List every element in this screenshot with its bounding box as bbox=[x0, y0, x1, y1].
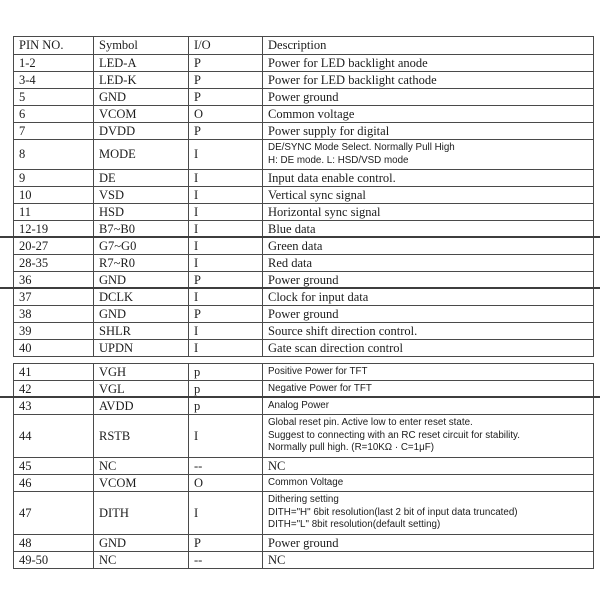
table-row bbox=[14, 238, 594, 255]
table-row bbox=[14, 272, 594, 289]
symbol-cell: VCOM bbox=[94, 475, 189, 492]
table-row bbox=[14, 204, 594, 221]
description-line: Dithering setting bbox=[268, 494, 339, 506]
description-cell bbox=[263, 323, 594, 340]
description-line: Clock for input data bbox=[268, 289, 369, 304]
io-cell: I bbox=[189, 140, 263, 170]
io-cell: I bbox=[189, 221, 263, 238]
symbol-cell: VSD bbox=[94, 187, 189, 204]
pin-cell: 28-35 bbox=[14, 255, 94, 272]
description-line: Green data bbox=[268, 238, 323, 253]
description-line: Normally pull high. (R=10KΩ · C=1μF) bbox=[268, 442, 434, 454]
description-line: NC bbox=[268, 458, 286, 473]
description-line: Global reset pin. Active low to enter reset state. bbox=[268, 417, 473, 429]
description-line: Common voltage bbox=[268, 106, 355, 121]
description-cell bbox=[263, 415, 594, 458]
description-line: Red data bbox=[268, 255, 313, 270]
pin-cell: 38 bbox=[14, 306, 94, 323]
pin-cell: 46 bbox=[14, 475, 94, 492]
description-cell bbox=[263, 381, 594, 398]
description-line: Suggest to connecting with an RC reset circuit for stability. bbox=[268, 429, 520, 441]
symbol-cell: DITH bbox=[94, 492, 189, 535]
description-cell bbox=[263, 89, 594, 106]
description-cell bbox=[263, 306, 594, 323]
io-cell: I bbox=[189, 323, 263, 340]
pin-cell: 43 bbox=[14, 398, 94, 415]
io-cell: I bbox=[189, 238, 263, 255]
table-row bbox=[14, 552, 594, 569]
symbol-cell: NC bbox=[94, 552, 189, 569]
io-cell: p bbox=[189, 364, 263, 381]
pin-cell: 42 bbox=[14, 381, 94, 398]
description-cell bbox=[263, 289, 594, 306]
symbol-cell: GND bbox=[94, 535, 189, 552]
symbol-cell: SHLR bbox=[94, 323, 189, 340]
description-line: Blue data bbox=[268, 221, 316, 236]
pin-cell: 12-19 bbox=[14, 221, 94, 238]
pin-cell: 37 bbox=[14, 289, 94, 306]
table-row bbox=[14, 221, 594, 238]
description-line: Power for LED backlight anode bbox=[268, 55, 428, 70]
description-cell bbox=[263, 72, 594, 89]
io-cell: P bbox=[189, 55, 263, 72]
io-cell: -- bbox=[189, 458, 263, 475]
io-cell: I bbox=[189, 255, 263, 272]
symbol-cell: DE bbox=[94, 170, 189, 187]
description-cell bbox=[263, 340, 594, 357]
description-cell bbox=[263, 55, 594, 72]
table-row bbox=[14, 381, 594, 398]
table-row bbox=[14, 340, 594, 357]
pin-cell: 10 bbox=[14, 187, 94, 204]
pin-cell: 3-4 bbox=[14, 72, 94, 89]
symbol-cell: LED-A bbox=[94, 55, 189, 72]
io-cell: O bbox=[189, 106, 263, 123]
table-row bbox=[14, 255, 594, 272]
description-line: Power ground bbox=[268, 272, 339, 287]
description-line: Vertical sync signal bbox=[268, 187, 366, 202]
symbol-cell: VGH bbox=[94, 364, 189, 381]
table-row bbox=[14, 306, 594, 323]
description-line: Power for LED backlight cathode bbox=[268, 72, 437, 87]
symbol-cell: LED-K bbox=[94, 72, 189, 89]
description-line: Power ground bbox=[268, 306, 339, 321]
io-cell: I bbox=[189, 289, 263, 306]
pin-cell: 44 bbox=[14, 415, 94, 458]
io-cell: I bbox=[189, 187, 263, 204]
io-cell: P bbox=[189, 123, 263, 140]
pin-cell: 45 bbox=[14, 458, 94, 475]
pin-cell: 11 bbox=[14, 204, 94, 221]
symbol-cell: GND bbox=[94, 272, 189, 289]
io-cell: P bbox=[189, 272, 263, 289]
column-header-io: I/O bbox=[189, 37, 263, 55]
symbol-cell: B7~B0 bbox=[94, 221, 189, 238]
symbol-cell: GND bbox=[94, 89, 189, 106]
table-row bbox=[14, 323, 594, 340]
table-row bbox=[14, 535, 594, 552]
table-row bbox=[14, 89, 594, 106]
description-cell bbox=[263, 221, 594, 238]
pin-cell: 5 bbox=[14, 89, 94, 106]
pin-cell: 48 bbox=[14, 535, 94, 552]
symbol-cell: GND bbox=[94, 306, 189, 323]
section-divider-line bbox=[0, 287, 600, 289]
pin-cell: 47 bbox=[14, 492, 94, 535]
description-line: NC bbox=[268, 552, 286, 567]
description-line: Power ground bbox=[268, 535, 339, 550]
io-cell: p bbox=[189, 381, 263, 398]
table-row bbox=[14, 289, 594, 306]
io-cell: I bbox=[189, 492, 263, 535]
pin-cell: 39 bbox=[14, 323, 94, 340]
description-line: Input data enable control. bbox=[268, 170, 396, 185]
symbol-cell: UPDN bbox=[94, 340, 189, 357]
description-line: DE/SYNC Mode Select. Normally Pull High bbox=[268, 141, 455, 153]
pin-cell: 40 bbox=[14, 340, 94, 357]
description-cell bbox=[263, 492, 594, 535]
description-cell bbox=[263, 535, 594, 552]
pin-cell: 1-2 bbox=[14, 55, 94, 72]
description-line: Positive Power for TFT bbox=[268, 365, 368, 377]
symbol-cell: DVDD bbox=[94, 123, 189, 140]
column-header-pin-no: PIN NO. bbox=[14, 37, 94, 55]
pin-table-section-2 bbox=[13, 363, 594, 569]
description-cell bbox=[263, 106, 594, 123]
symbol-cell: R7~R0 bbox=[94, 255, 189, 272]
column-header-symbol: Symbol bbox=[94, 37, 189, 55]
io-cell: I bbox=[189, 170, 263, 187]
description-cell bbox=[263, 123, 594, 140]
description-cell bbox=[263, 238, 594, 255]
description-cell bbox=[263, 272, 594, 289]
table-row bbox=[14, 492, 594, 535]
io-cell: I bbox=[189, 415, 263, 458]
description-line: Common Voltage bbox=[268, 476, 344, 488]
description-line: Source shift direction control. bbox=[268, 323, 418, 338]
description-line: Negative Power for TFT bbox=[268, 382, 372, 394]
description-cell bbox=[263, 398, 594, 415]
pin-description-document bbox=[13, 36, 593, 569]
description-line: DITH="H" 6bit resolution(last 2 bit of input data truncated) bbox=[268, 506, 518, 518]
table-row bbox=[14, 123, 594, 140]
symbol-cell: NC bbox=[94, 458, 189, 475]
description-line: DITH="L" 8bit resolution(default setting) bbox=[268, 519, 441, 531]
table-row bbox=[14, 364, 594, 381]
pin-table-section-1 bbox=[13, 36, 594, 357]
io-cell: I bbox=[189, 204, 263, 221]
section-divider-line bbox=[0, 396, 600, 398]
table-row bbox=[14, 458, 594, 475]
table-row bbox=[14, 398, 594, 415]
io-cell: P bbox=[189, 306, 263, 323]
pin-cell: 8 bbox=[14, 140, 94, 170]
pin-cell: 7 bbox=[14, 123, 94, 140]
table-row bbox=[14, 72, 594, 89]
io-cell: O bbox=[189, 475, 263, 492]
description-line: Gate scan direction control bbox=[268, 340, 404, 355]
pin-cell: 6 bbox=[14, 106, 94, 123]
description-cell bbox=[263, 140, 594, 170]
symbol-cell: MODE bbox=[94, 140, 189, 170]
description-cell bbox=[263, 170, 594, 187]
symbol-cell: RSTB bbox=[94, 415, 189, 458]
pin-cell: 9 bbox=[14, 170, 94, 187]
description-cell bbox=[263, 255, 594, 272]
symbol-cell: HSD bbox=[94, 204, 189, 221]
pin-cell: 20-27 bbox=[14, 238, 94, 255]
table-row bbox=[14, 55, 594, 72]
description-cell bbox=[263, 552, 594, 569]
pin-cell: 41 bbox=[14, 364, 94, 381]
description-cell bbox=[263, 364, 594, 381]
description-line: Power supply for digital bbox=[268, 123, 390, 138]
description-line: Analog Power bbox=[268, 399, 329, 411]
description-cell bbox=[263, 458, 594, 475]
description-line: Power ground bbox=[268, 89, 339, 104]
description-cell bbox=[263, 187, 594, 204]
io-cell: P bbox=[189, 72, 263, 89]
table-header-row bbox=[14, 37, 594, 55]
io-cell: -- bbox=[189, 552, 263, 569]
table-row bbox=[14, 187, 594, 204]
io-cell: P bbox=[189, 535, 263, 552]
symbol-cell: AVDD bbox=[94, 398, 189, 415]
table-row bbox=[14, 170, 594, 187]
symbol-cell: VCOM bbox=[94, 106, 189, 123]
description-cell bbox=[263, 475, 594, 492]
table-row bbox=[14, 475, 594, 492]
pin-cell: 36 bbox=[14, 272, 94, 289]
pin-cell: 49-50 bbox=[14, 552, 94, 569]
io-cell: I bbox=[189, 340, 263, 357]
section-divider-line bbox=[0, 236, 600, 238]
table-row bbox=[14, 415, 594, 458]
symbol-cell: G7~G0 bbox=[94, 238, 189, 255]
symbol-cell: DCLK bbox=[94, 289, 189, 306]
description-cell bbox=[263, 204, 594, 221]
column-header-description: Description bbox=[263, 37, 594, 55]
io-cell: p bbox=[189, 398, 263, 415]
table-row bbox=[14, 106, 594, 123]
symbol-cell: VGL bbox=[94, 381, 189, 398]
description-line: Horizontal sync signal bbox=[268, 204, 381, 219]
description-line: H: DE mode. L: HSD/VSD mode bbox=[268, 154, 409, 166]
table-row bbox=[14, 140, 594, 170]
io-cell: P bbox=[189, 89, 263, 106]
